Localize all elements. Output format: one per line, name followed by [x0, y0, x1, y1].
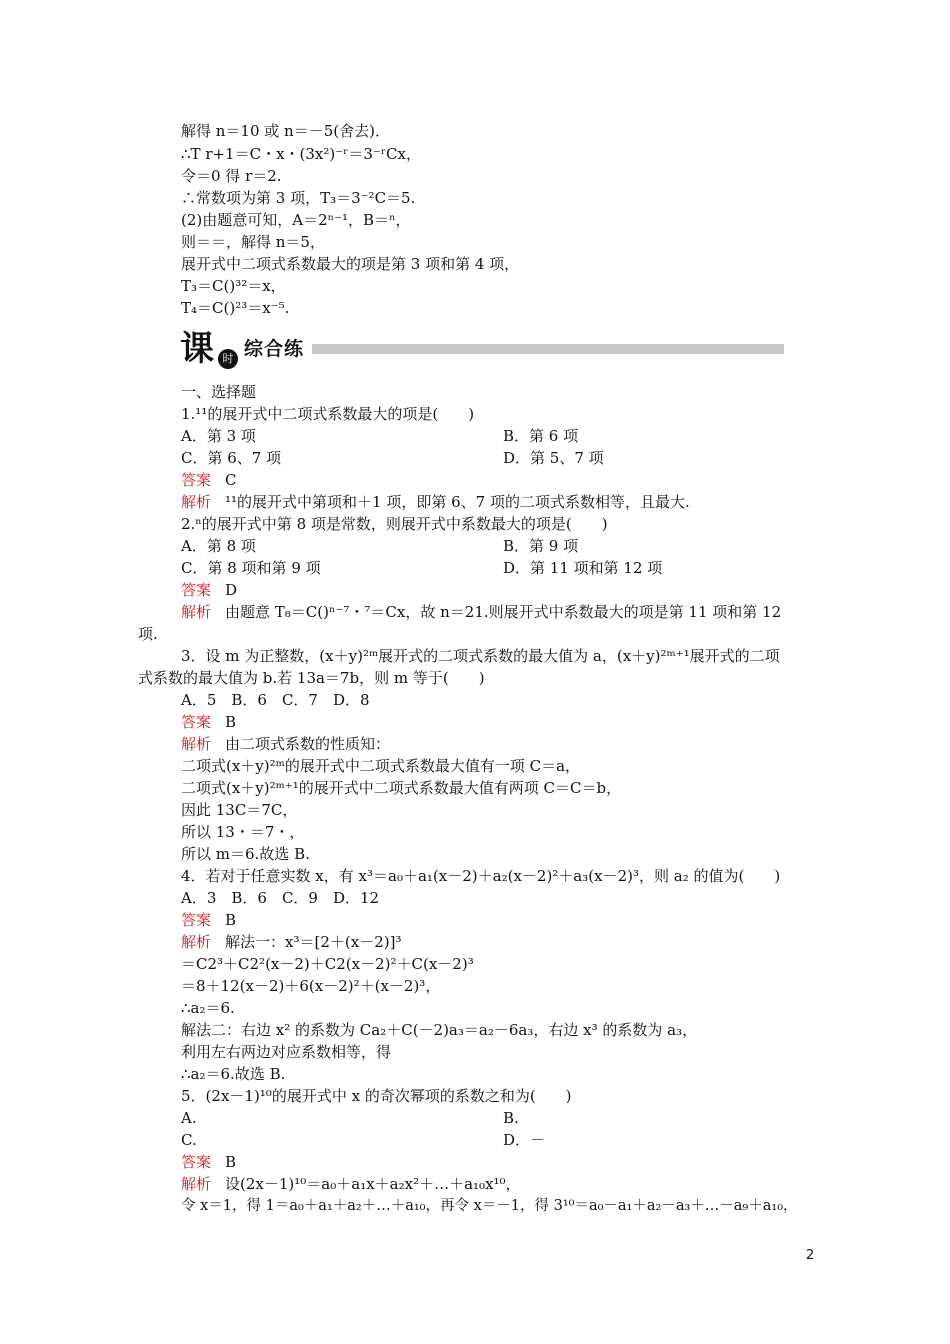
analysis-label: 解析	[181, 1175, 212, 1193]
answer-value: B	[225, 713, 237, 731]
answer-value: D	[225, 581, 238, 599]
analysis-line	[181, 932, 401, 952]
solution-step: 利用左右两边对应系数相等，得	[181, 1043, 392, 1061]
solution-step: 令 x＝1，得 1＝a₀＋a₁＋a₂＋…＋a₁₀，再令 x＝－1，得 3¹⁰＝a₀－a₁＋a₂－a₃＋…－a₉＋a₁₀，	[181, 1198, 798, 1214]
answer-label: 答案	[181, 911, 212, 929]
options-line: A．3 B．6 C．9 D．12	[181, 889, 380, 907]
option-a: A.	[181, 1109, 197, 1127]
answer-value: B	[225, 911, 237, 929]
text-line: 则＝＝，解得 n＝5，	[181, 233, 325, 251]
banner-bar	[312, 344, 784, 354]
question-stem: 5．(2x－1)¹⁰的展开式中 x 的奇次幂项的系数之和为( )	[181, 1087, 572, 1105]
option-b: B．第 9 项	[503, 537, 579, 555]
page-number: 2	[806, 1248, 815, 1263]
option-c: C．第 6、7 项	[181, 449, 282, 467]
section-title: 一、选择题	[181, 383, 257, 401]
option-a: A．第 3 项	[181, 427, 256, 445]
answer-label: 答案	[181, 713, 212, 731]
analysis-text: 由二项式系数的性质知：	[225, 735, 391, 753]
analysis-line	[181, 492, 690, 512]
analysis-label: 解析	[181, 493, 212, 511]
answer-value: C	[225, 471, 237, 489]
analysis-line	[181, 1174, 521, 1194]
answer-label: 答案	[181, 581, 212, 599]
answer-line	[181, 910, 236, 930]
text-line: 令＝0 得 r＝2.	[181, 167, 282, 185]
option-a: A．第 8 项	[181, 537, 256, 555]
solution-step: ∴a₂＝6.故选 B.	[181, 1065, 286, 1083]
solution-step: 因此 13C＝7C，	[181, 801, 298, 819]
question-stem-cont: 式系数的最大值为 b.若 13a＝7b，则 m 等于( )	[138, 669, 485, 687]
analysis-label: 解析	[181, 603, 212, 621]
solution-step: ∴a₂＝6.	[181, 999, 235, 1017]
section-banner	[180, 329, 784, 369]
banner-badge: 时	[218, 349, 238, 369]
option-d: D．－	[503, 1131, 546, 1149]
solution-step: 二项式(x＋y)²ᵐ的展开式中二项式系数最大值有一项 C＝a，	[181, 757, 581, 775]
text-line: T₃＝C()³²＝x，	[181, 277, 286, 295]
solution-step: ＝C2³＋C2²(x－2)＋C2(x－2)²＋C(x－2)³	[181, 955, 474, 973]
text-line: ∴常数项为第 3 项，T₃＝3⁻²C＝5.	[181, 189, 416, 207]
answer-line	[181, 580, 237, 600]
text-line: (2)由题意可知，A＝2ⁿ⁻¹，B＝ⁿ，	[181, 211, 411, 229]
question-stem: 4．若对于任意实数 x，有 x³＝a₀＋a₁(x－2)＋a₂(x－2)²＋a₃(x－2)³，则 a₂ 的值为( )	[181, 867, 781, 885]
answer-line	[181, 470, 237, 490]
answer-line	[181, 1152, 236, 1172]
options-line: A．5 B．6 C．7 D．8	[181, 691, 370, 709]
question-stem: 3．设 m 为正整数，(x＋y)²ᵐ展开式的二项式系数的最大值为 a，(x＋y)²ᵐ⁺¹展开式的二项	[181, 647, 780, 665]
option-d: D．第 5、7 项	[503, 449, 604, 467]
text-line: 解得 n＝10 或 n＝－5(舍去)．	[181, 122, 390, 140]
analysis-text: 解法一：x³＝[2＋(x－2)]³	[225, 933, 402, 951]
answer-line	[181, 712, 236, 732]
question-stem: 1.¹¹的展开式中二项式系数最大的项是( )	[181, 405, 475, 423]
answer-label: 答案	[181, 471, 212, 489]
banner-title: 综合练	[244, 338, 305, 360]
question-stem: 2.ⁿ的展开式中第 8 项是常数，则展开式中系数最大的项是( )	[181, 515, 608, 533]
solution-step: 二项式(x＋y)²ᵐ⁺¹的展开式中二项式系数最大值有两项 C＝C＝b，	[181, 779, 622, 797]
banner-logo: 课	[180, 329, 214, 369]
option-b: B．第 6 项	[503, 427, 579, 445]
analysis-text: ¹¹的展开式中第项和＋1 项，即第 6、7 项的二项式系数相等，且最大.	[225, 493, 690, 511]
analysis-text-cont: 项.	[138, 625, 158, 643]
solution-step: 所以 m＝6.故选 B.	[181, 845, 310, 863]
solution-step: ＝8＋12(x－2)＋6(x－2)²＋(x－2)³，	[181, 977, 441, 995]
text-line: 展开式中二项式系数最大的项是第 3 项和第 4 项，	[181, 255, 520, 273]
analysis-line	[181, 602, 781, 622]
analysis-label: 解析	[181, 735, 212, 753]
text-line: T₄＝C()²³＝x⁻⁵.	[181, 299, 290, 317]
solution-step: 解法二：右边 x² 的系数为 Ca₂＋C(－2)a₃＝a₂－6a₃，右边 x³ 的系数为 a₃，	[181, 1021, 698, 1039]
analysis-label: 解析	[181, 933, 212, 951]
text-line: ∴T r+1＝C・x・(3x²)⁻ʳ＝3⁻ʳCx，	[181, 145, 421, 163]
option-c: C．第 8 项和第 9 项	[181, 559, 321, 577]
option-c: C.	[181, 1131, 197, 1149]
solution-step: 所以 13・＝7・，	[181, 823, 305, 841]
analysis-line	[181, 734, 390, 754]
analysis-text: 由题意 T₈＝C()ⁿ⁻⁷・⁷＝Cx，故 n＝21.则展开式中系数最大的项是第 11 项和第 12	[225, 603, 782, 621]
answer-label: 答案	[181, 1153, 212, 1171]
analysis-text: 设(2x－1)¹⁰＝a₀＋a₁x＋a₂x²＋…＋a₁₀x¹⁰，	[225, 1175, 521, 1193]
option-b: B.	[503, 1109, 519, 1127]
answer-value: B	[225, 1153, 237, 1171]
option-d: D．第 11 项和第 12 项	[503, 559, 663, 577]
